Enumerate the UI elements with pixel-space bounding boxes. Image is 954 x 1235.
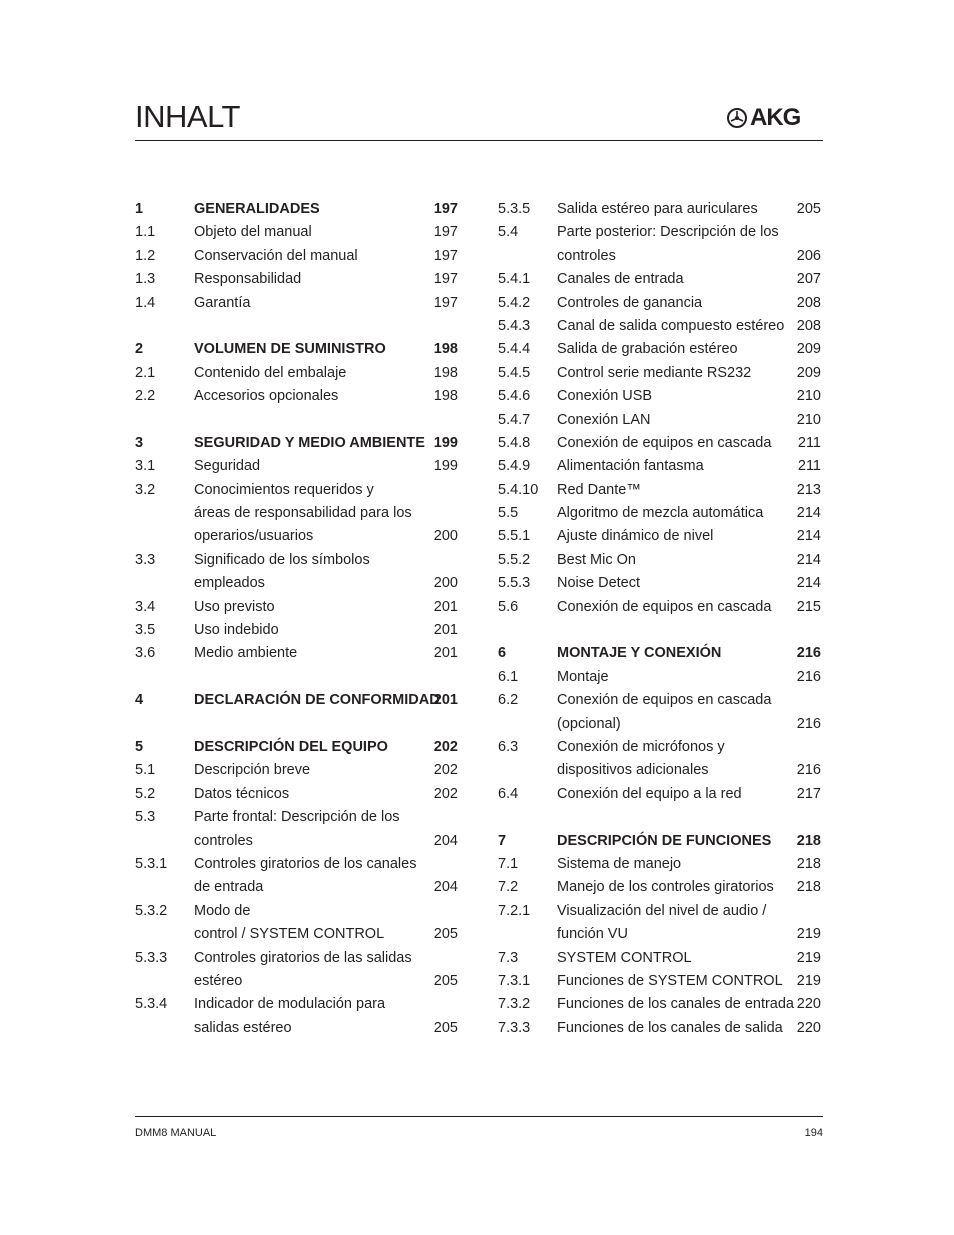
toc-page: 218	[796, 832, 821, 849]
toc-num: 1.2	[135, 247, 156, 264]
toc-entry	[498, 1017, 821, 1040]
toc-entry	[498, 385, 821, 408]
toc-entry	[135, 970, 458, 993]
toc-title: Conservación del manual	[194, 247, 358, 264]
toc-num: 5.4.2	[498, 294, 531, 311]
toc-entry	[135, 596, 458, 619]
toc-title: Descripción breve	[194, 762, 311, 779]
toc-entry	[498, 830, 821, 853]
toc-page: 198	[433, 341, 458, 358]
toc-title: Canal de salida compuesto estéreo	[557, 317, 785, 334]
toc-entry	[498, 409, 821, 432]
toc-entry	[135, 268, 458, 291]
toc-title: áreas de responsabilidad para los	[194, 505, 412, 522]
toc-spacer	[135, 713, 458, 736]
toc-entry	[498, 759, 821, 782]
toc-num: 1	[135, 201, 144, 217]
toc-entry	[135, 923, 458, 946]
toc-page: 211	[797, 434, 821, 451]
toc-num: 5.4.5	[498, 364, 531, 381]
toc-entry	[498, 315, 821, 338]
toc-title: Conexión del equipo a la red	[557, 785, 742, 802]
toc-entry	[498, 642, 821, 665]
toc-num: 5.3.2	[135, 902, 168, 919]
toc-num: 7.1	[498, 855, 519, 872]
toc-entry	[498, 268, 821, 291]
toc-num: 7	[498, 832, 507, 849]
toc-page: 202	[433, 785, 458, 802]
akg-emblem-icon	[727, 108, 747, 128]
toc-entry	[498, 853, 821, 876]
toc-page: 198	[433, 388, 458, 405]
toc-entry	[498, 198, 821, 221]
toc-num: 5.6	[498, 598, 519, 615]
toc-page: 204	[433, 879, 458, 896]
toc-entry	[498, 783, 821, 806]
toc-entry	[135, 502, 458, 525]
toc-entry	[498, 993, 821, 1016]
toc-num: 2.1	[135, 364, 156, 381]
toc-title: DECLARACIÓN DE CONFORMIDAD	[194, 692, 440, 709]
toc-num: 5.5.3	[498, 575, 531, 592]
logo-text: AKG	[750, 104, 801, 131]
toc-entry	[135, 221, 458, 244]
toc-page: 204	[433, 832, 458, 849]
toc-entry	[498, 455, 821, 478]
toc-entry	[135, 619, 458, 642]
toc-page: 200	[433, 575, 458, 592]
toc-num: 5.4.10	[498, 481, 539, 498]
toc-title: Objeto del manual	[194, 224, 312, 241]
toc-num: 1.4	[135, 294, 156, 311]
toc-entry	[135, 455, 458, 478]
toc-page: 216	[796, 645, 821, 662]
toc-title: control / SYSTEM CONTROL	[194, 926, 385, 943]
footer-rule	[135, 1116, 823, 1117]
toc-page: 209	[796, 364, 821, 381]
toc-title: SYSTEM CONTROL	[557, 949, 692, 966]
toc-num: 3.2	[135, 481, 156, 498]
toc-num: 5.5	[498, 505, 519, 522]
toc-page: 218	[796, 855, 821, 872]
toc-title: Conexión de equipos en cascada	[557, 434, 772, 451]
toc-entry	[135, 947, 458, 970]
toc-spacer	[135, 409, 458, 432]
toc-title: DESCRIPCIÓN DE FUNCIONES	[557, 832, 772, 849]
toc-entry	[135, 245, 458, 268]
toc-title: Canales de entrada	[557, 271, 684, 288]
toc-num: 7.3.1	[498, 972, 531, 989]
toc-title: dispositivos adicionales	[557, 762, 709, 779]
toc-entry	[498, 549, 821, 572]
page-title: INHALT	[135, 99, 240, 134]
toc-entry	[135, 549, 458, 572]
toc-entry	[498, 221, 821, 244]
toc-num: 2.2	[135, 388, 156, 405]
toc-title: MONTAJE Y CONEXIÓN	[557, 645, 722, 662]
toc-num: 7.3	[498, 949, 519, 966]
toc-page: 208	[796, 317, 821, 334]
toc-page: 209	[796, 341, 821, 358]
akg-logo	[727, 104, 823, 132]
toc-title: Funciones de SYSTEM CONTROL	[557, 972, 783, 989]
toc-entry	[498, 479, 821, 502]
toc-num: 4	[135, 692, 144, 709]
toc-entry	[498, 292, 821, 315]
footer-page-number: 194	[804, 1127, 823, 1139]
toc-title: Uso indebido	[194, 622, 279, 639]
toc-page: 219	[796, 972, 821, 989]
toc-title: operarios/usuarios	[194, 528, 314, 545]
toc-title: Control serie mediante RS232	[557, 364, 752, 381]
toc-title: Funciones de los canales de salida	[557, 1019, 783, 1036]
toc-page: 210	[796, 411, 821, 428]
toc-entry	[135, 385, 458, 408]
toc-title: (opcional)	[557, 715, 621, 732]
toc-entry	[135, 689, 458, 712]
toc-entry	[498, 947, 821, 970]
toc-entry	[135, 853, 458, 876]
toc-title: Visualización del nivel de audio /	[557, 902, 767, 919]
toc-entry	[498, 596, 821, 619]
toc-num: 5.3.1	[135, 855, 168, 872]
toc-page: 197	[433, 294, 458, 311]
toc-entry	[498, 736, 821, 759]
toc-title: Modo de	[194, 902, 251, 919]
toc-title: controles	[194, 832, 253, 849]
toc-num: 5.2	[135, 785, 156, 802]
toc-title: Alimentación fantasma	[557, 458, 704, 475]
toc-title: Conexión USB	[557, 388, 653, 405]
toc-title: empleados	[194, 575, 265, 592]
toc-entry	[498, 689, 821, 712]
toc-title: Red Dante™	[557, 481, 641, 498]
toc-title: Conexión LAN	[557, 411, 651, 428]
toc-page: 205	[433, 926, 458, 943]
toc-title: DESCRIPCIÓN DEL EQUIPO	[194, 738, 388, 755]
toc-right-column	[498, 198, 821, 1040]
toc-page: 199	[433, 458, 458, 475]
toc-num: 5.4.6	[498, 388, 531, 405]
toc-entry	[498, 245, 821, 268]
toc-num: 3.3	[135, 551, 156, 568]
toc-num: 5.3.4	[135, 996, 168, 1013]
toc-spacer	[498, 806, 821, 829]
toc-num: 5	[135, 738, 144, 755]
toc-page: 208	[796, 294, 821, 311]
toc-title: Salida de grabación estéreo	[557, 341, 738, 358]
toc-page: 201	[433, 692, 458, 709]
toc-page: 214	[796, 551, 821, 568]
toc-num: 3.5	[135, 622, 156, 639]
toc-entry	[135, 338, 458, 361]
toc-page: 205	[433, 972, 458, 989]
toc-page: 197	[433, 271, 458, 288]
toc-title: controles	[557, 247, 616, 264]
toc-title: función VU	[557, 926, 628, 943]
toc-title: Controles de ganancia	[557, 294, 703, 311]
toc-page: 201	[433, 598, 458, 615]
toc-num: 5.4.8	[498, 434, 531, 451]
toc-title: Accesorios opcionales	[194, 388, 339, 405]
toc-title: Controles giratorios de las salidas	[194, 949, 412, 966]
header-rule	[135, 140, 823, 141]
toc-page: 216	[796, 668, 821, 685]
toc-num: 6.1	[498, 668, 519, 685]
toc-page: 219	[796, 949, 821, 966]
toc-spacer	[135, 315, 458, 338]
toc-entry	[135, 362, 458, 385]
toc-num: 7.2.1	[498, 902, 531, 919]
toc-title: Controles giratorios de los canales	[194, 855, 417, 872]
toc-page: 213	[796, 481, 821, 498]
toc-entry	[135, 1017, 458, 1040]
toc-num: 5.4	[498, 224, 519, 241]
toc-title: Sistema de manejo	[557, 855, 682, 872]
toc-num: 5.3.5	[498, 201, 531, 217]
toc-num: 3.4	[135, 598, 156, 615]
toc-page: 201	[433, 645, 458, 662]
toc-page: 216	[796, 715, 821, 732]
toc-page: 215	[796, 598, 821, 615]
toc-num: 6.4	[498, 785, 519, 802]
toc-num: 5.4.7	[498, 411, 531, 428]
toc-page: 211	[797, 458, 821, 475]
toc-num: 6.3	[498, 738, 519, 755]
toc-page: 197	[433, 247, 458, 264]
toc-page: 200	[433, 528, 458, 545]
toc-entry	[498, 572, 821, 595]
toc-num: 5.3.3	[135, 949, 168, 966]
toc-title: Contenido del embalaje	[194, 364, 347, 381]
toc-page: 214	[796, 575, 821, 592]
toc-entry	[135, 525, 458, 548]
toc-title: Medio ambiente	[194, 645, 298, 662]
toc-page: 220	[796, 996, 821, 1013]
toc-page: 202	[433, 738, 458, 755]
toc-num: 7.3.2	[498, 996, 531, 1013]
toc-entry	[135, 759, 458, 782]
toc-page: 217	[796, 785, 821, 802]
toc-title: Noise Detect	[557, 575, 641, 592]
toc-num: 7.3.3	[498, 1019, 531, 1036]
toc-title: Conexión de equipos en cascada	[557, 598, 772, 615]
toc-title: Funciones de los canales de entrada	[557, 996, 794, 1013]
toc-entry	[498, 525, 821, 548]
toc-title: Conexión de equipos en cascada	[557, 692, 772, 709]
toc-left-column	[135, 198, 458, 1040]
toc-title: de entrada	[194, 879, 264, 896]
toc-title: Algoritmo de mezcla automática	[557, 505, 764, 522]
toc-title: Manejo de los controles giratorios	[557, 879, 774, 896]
toc-title: Parte posterior: Descripción de los	[557, 224, 779, 241]
toc-title: Datos técnicos	[194, 785, 290, 802]
toc-page: 216	[796, 762, 821, 779]
toc-page: 214	[796, 505, 821, 522]
toc-entry	[498, 900, 821, 923]
toc-title: Best Mic On	[557, 551, 636, 568]
toc-num: 2	[135, 341, 144, 358]
toc-entry	[498, 970, 821, 993]
toc-num: 3.6	[135, 645, 156, 662]
toc-entry	[498, 876, 821, 899]
toc-title: VOLUMEN DE SUMINISTRO	[194, 341, 386, 358]
toc-num: 6	[498, 645, 507, 662]
toc-num: 5.5.2	[498, 551, 531, 568]
toc-title: Montaje	[557, 668, 609, 685]
toc-entry	[498, 666, 821, 689]
toc-entry	[498, 713, 821, 736]
toc-entry	[498, 362, 821, 385]
toc-title: estéreo	[194, 972, 243, 989]
toc-page: 220	[796, 1019, 821, 1036]
toc-num: 5.4.4	[498, 341, 531, 358]
toc-entry	[498, 923, 821, 946]
toc-title: Salida estéreo para auriculares	[557, 201, 758, 217]
toc-num: 5.1	[135, 762, 156, 779]
toc-entry	[135, 876, 458, 899]
toc-title: GENERALIDADES	[194, 201, 320, 217]
toc-entry	[135, 292, 458, 315]
toc-entry	[135, 900, 458, 923]
toc-page: 197	[433, 224, 458, 241]
toc-page: 219	[796, 926, 821, 943]
toc-num: 5.4.9	[498, 458, 531, 475]
toc-num: 6.2	[498, 692, 519, 709]
toc-page: 210	[796, 388, 821, 405]
toc-title: Responsabilidad	[194, 271, 302, 288]
toc-title: Uso previsto	[194, 598, 275, 615]
toc-page: 201	[433, 622, 458, 639]
toc-num: 5.4.1	[498, 271, 531, 288]
toc-entry	[135, 830, 458, 853]
toc-page: 218	[796, 879, 821, 896]
footer-manual-name: DMM8 MANUAL	[135, 1127, 217, 1139]
toc-spacer	[498, 619, 821, 642]
toc-title: SEGURIDAD Y MEDIO AMBIENTE	[194, 434, 425, 451]
toc-page: 197	[433, 201, 458, 217]
toc-title: salidas estéreo	[194, 1019, 292, 1036]
toc-title: Ajuste dinámico de nivel	[557, 528, 714, 545]
toc-title: Conexión de micrófonos y	[557, 738, 725, 755]
toc-num: 5.4.3	[498, 317, 531, 334]
toc-title: Significado de los símbolos	[194, 551, 370, 568]
toc-title: Conocimientos requeridos y	[194, 481, 374, 498]
toc-entry	[135, 736, 458, 759]
toc-num: 7.2	[498, 879, 519, 896]
toc-entry	[135, 432, 458, 455]
toc-title: Indicador de modulación para	[194, 996, 386, 1013]
toc-title: Seguridad	[194, 458, 261, 475]
toc-num: 5.3	[135, 809, 156, 826]
toc-entry	[498, 338, 821, 361]
toc-page: 199	[433, 434, 458, 451]
toc-num: 1.3	[135, 271, 156, 288]
toc-page: 202	[433, 762, 458, 779]
toc-entry	[498, 432, 821, 455]
toc-entry	[498, 502, 821, 525]
toc-page: 207	[796, 271, 821, 288]
toc-entry	[135, 479, 458, 502]
toc-num: 1.1	[135, 224, 156, 241]
toc-entry	[135, 993, 458, 1016]
toc-entry	[135, 642, 458, 665]
toc-page: 205	[796, 201, 821, 217]
toc-num: 3.1	[135, 458, 156, 475]
toc-entry	[135, 198, 458, 221]
toc-entry	[135, 572, 458, 595]
toc-page: 214	[796, 528, 821, 545]
toc-num: 3	[135, 434, 144, 451]
toc-page: 205	[433, 1019, 458, 1036]
toc-entry	[135, 783, 458, 806]
toc-spacer	[135, 666, 458, 689]
toc-title: Garantía	[194, 294, 251, 311]
toc-page: 206	[796, 247, 821, 264]
toc-entry	[135, 806, 458, 829]
toc-title: Parte frontal: Descripción de los	[194, 809, 400, 826]
toc-num: 5.5.1	[498, 528, 531, 545]
toc-page: 198	[433, 364, 458, 381]
